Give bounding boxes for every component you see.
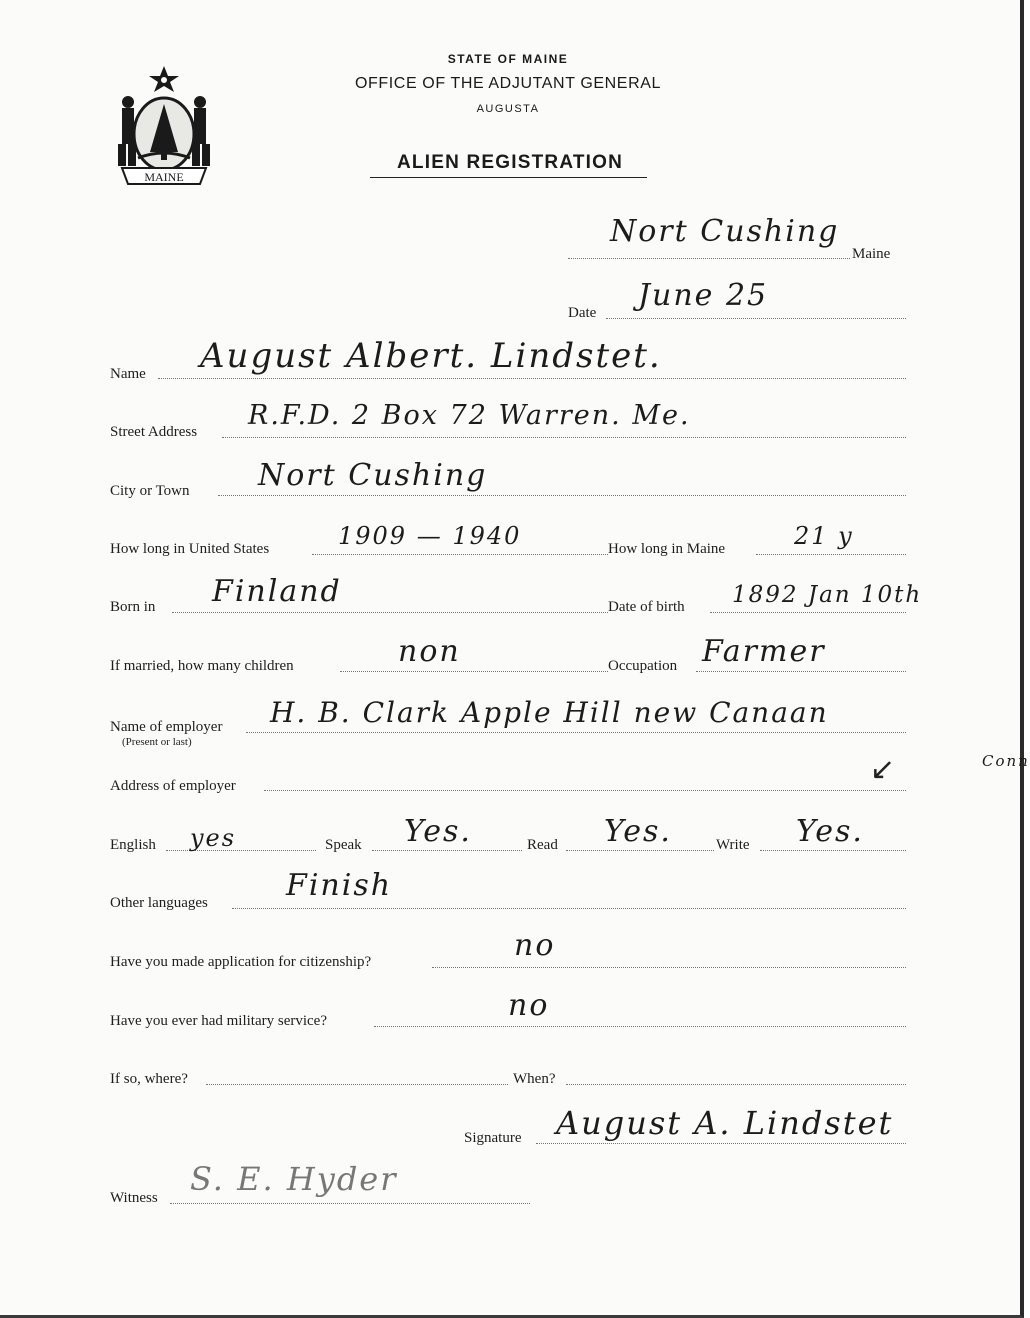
arrow-mark-icon: ↙ (870, 752, 896, 787)
us-years-value[interactable]: 1909 — 1940 (338, 522, 522, 550)
born-label: Born in (110, 599, 156, 615)
signature-label: Signature (464, 1130, 522, 1146)
city-line (218, 495, 906, 496)
where-line (206, 1084, 508, 1085)
dob-label: Date of birth (608, 599, 685, 615)
speak-label: Speak (325, 837, 362, 853)
speak-value[interactable]: Yes. (404, 814, 472, 849)
name-label: Name (110, 366, 146, 382)
employer-value[interactable]: H. B. Clark Apple Hill new Canaan (270, 696, 829, 729)
children-value[interactable]: non (398, 634, 461, 669)
header-office: OFFICE OF THE ADJUTANT GENERAL (354, 75, 662, 92)
born-value[interactable]: Finland (212, 574, 342, 609)
english-label: English (110, 837, 156, 853)
name-line (158, 378, 906, 379)
street-label: Street Address (110, 424, 198, 440)
header-state: STATE OF MAINE (447, 52, 569, 66)
dob-line (710, 612, 906, 613)
us-years-line (312, 554, 608, 555)
witness-line (170, 1203, 530, 1204)
date-line (606, 318, 906, 319)
maine-years-value[interactable]: 21 y (794, 522, 854, 550)
header-city: AUGUSTA (476, 103, 540, 115)
employer-address-label: Address of employer (110, 778, 236, 794)
write-value[interactable]: Yes. (796, 814, 864, 849)
citizenship-label: Have you made application for citizenship? (110, 954, 372, 970)
place-line (568, 258, 850, 259)
read-line (566, 850, 714, 851)
witness-value[interactable]: S. E. Hyder (190, 1160, 398, 1198)
street-line (222, 437, 906, 438)
employer-address-line (264, 790, 906, 791)
maine-years-line (756, 554, 906, 555)
born-line (172, 612, 608, 613)
signature-value[interactable]: August A. Lindstet (556, 1104, 894, 1142)
occupation-line (696, 671, 906, 672)
employer-label: Name of employer (110, 719, 223, 735)
citizenship-line (432, 967, 906, 968)
other-languages-label: Other languages (110, 895, 208, 911)
employer-line (246, 732, 906, 733)
write-line (760, 850, 906, 851)
dob-value[interactable]: 1892 Jan 10th (732, 582, 923, 608)
place-suffix: Maine (852, 246, 891, 262)
title-underline (370, 177, 647, 178)
when-label: When? (513, 1071, 556, 1087)
occupation-label: Occupation (608, 658, 678, 674)
signature-line (536, 1143, 906, 1144)
employer-extra: Conn (982, 752, 1030, 770)
citizenship-value[interactable]: no (514, 928, 556, 963)
military-line (374, 1026, 906, 1027)
children-line (340, 671, 608, 672)
speak-line (372, 850, 522, 851)
employer-sublabel: (Present or last) (122, 736, 192, 748)
other-languages-value[interactable]: Finish (286, 868, 393, 903)
date-value[interactable]: June 25 (638, 278, 769, 313)
write-label: Write (716, 837, 750, 853)
english-value[interactable]: yes (190, 824, 237, 852)
date-label: Date (568, 305, 597, 321)
read-label: Read (527, 837, 558, 853)
form-title: ALIEN REGISTRATION (396, 152, 624, 173)
military-value[interactable]: no (508, 988, 550, 1023)
other-languages-line (232, 908, 906, 909)
witness-label: Witness (110, 1190, 158, 1206)
seal-text: MAINE (144, 170, 184, 184)
read-value[interactable]: Yes. (604, 814, 672, 849)
place-value[interactable]: Nort Cushing (610, 214, 840, 249)
us-years-label: How long in United States (110, 541, 270, 557)
when-line (566, 1084, 906, 1085)
maine-years-label: How long in Maine (608, 541, 726, 557)
street-value[interactable]: R.F.D. 2 Box 72 Warren. Me. (248, 400, 691, 431)
military-label: Have you ever had military service? (110, 1013, 327, 1029)
english-line (166, 850, 316, 851)
city-value[interactable]: Nort Cushing (258, 458, 488, 493)
occupation-value[interactable]: Farmer (702, 634, 826, 669)
where-label: If so, where? (110, 1071, 188, 1087)
city-label: City or Town (110, 483, 190, 499)
children-label: If married, how many children (110, 658, 294, 674)
name-value[interactable]: August Albert. Lindstet. (200, 336, 662, 376)
